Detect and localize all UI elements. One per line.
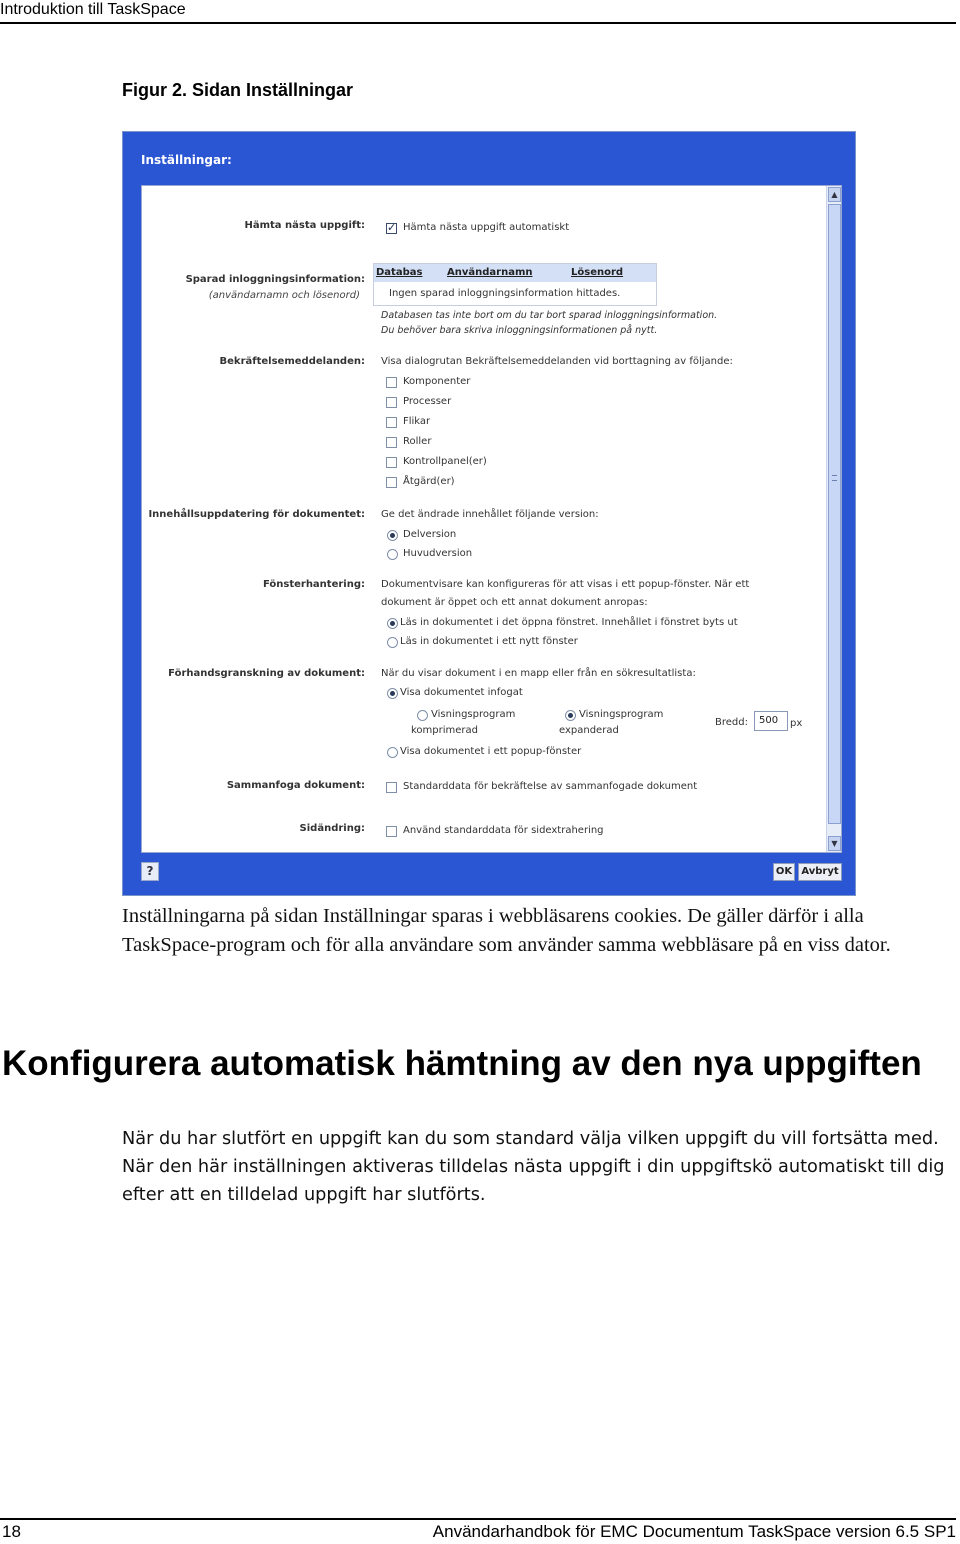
width-unit: px: [790, 718, 803, 729]
help-button[interactable]: ?: [141, 862, 159, 881]
column-header-username[interactable]: Användarnamn: [447, 267, 533, 278]
settings-title: Inställningar:: [141, 153, 232, 167]
width-input[interactable]: 500: [754, 711, 788, 731]
confirm-components-label: Komponenter: [403, 376, 471, 387]
cancel-button[interactable]: Avbryt: [798, 863, 842, 881]
page-change-checkbox[interactable]: [386, 826, 397, 837]
ok-button[interactable]: OK: [773, 863, 795, 881]
scroll-up-icon[interactable]: ▲: [828, 187, 841, 202]
settings-screenshot: [122, 131, 856, 896]
scroll-grip-icon: [832, 475, 837, 481]
same-window-label: Läs in dokumentet i det öppna fönstret. Innehållet i fönstret byts ut: [400, 617, 738, 628]
page-change-checkbox-label: Använd standarddata för sidextrahering: [403, 825, 604, 836]
saved-login-empty-text: Ingen sparad inloggningsinformation hittades.: [389, 288, 621, 299]
new-window-label: Läs in dokumentet i ett nytt fönster: [400, 636, 578, 647]
viewer-expanded-line1: Visningsprogram: [579, 709, 664, 720]
merge-label: Sammanfoga dokument:: [226, 780, 365, 791]
confirm-dashboards-checkbox[interactable]: [386, 457, 397, 468]
saved-login-sublabel: (användarnamn och lösenord): [208, 290, 360, 301]
popup-preview-label: Visa dokumentet i ett popup-fönster: [400, 746, 582, 757]
minor-version-label: Delversion: [403, 529, 457, 540]
confirm-actions-checkbox[interactable]: [386, 477, 397, 488]
next-task-checkbox-label: Hämta nästa uppgift automatiskt: [403, 222, 570, 233]
confirm-processes-label: Processer: [403, 396, 452, 407]
confirm-roles-checkbox[interactable]: [386, 437, 397, 448]
width-label: Bredd:: [715, 717, 748, 728]
merge-checkbox[interactable]: [386, 782, 397, 793]
saved-login-label: Sparad inloggningsinformation:: [185, 274, 365, 285]
confirm-actions-label: Åtgärd(er): [403, 476, 455, 487]
confirm-tabs-label: Flikar: [403, 416, 431, 427]
saved-login-note-2: Du behöver bara skriva inloggningsinformationen på nytt.: [381, 325, 658, 336]
column-header-database[interactable]: Databas: [376, 267, 423, 278]
footer-rule: [0, 1518, 956, 1520]
minor-version-radio[interactable]: [387, 530, 398, 541]
confirm-processes-checkbox[interactable]: [386, 397, 397, 408]
new-window-radio[interactable]: [387, 637, 398, 648]
confirm-roles-label: Roller: [403, 436, 432, 447]
page-change-label: Sidändring:: [299, 823, 365, 834]
footer-book-title: Användarhandbok för EMC Documentum TaskSpace version 6.5 SP1: [432, 1522, 956, 1541]
intro-paragraph: Inställningarna på sidan Inställningar sparas i webbläsarens cookies. De gäller därför i alla TaskSpace-program och för alla användare som använder samma webbläsare på en viss dator.: [122, 905, 891, 956]
confirm-components-checkbox[interactable]: [386, 377, 397, 388]
saved-login-table: [373, 263, 657, 306]
section-paragraph: När du har slutfört en uppgift kan du som standard välja vilken uppgift du vill fortsätta med. När den här inställningen aktiveras tilldelas nästa uppgift i din uppgiftskö automatiskt till dig efter att en tilldelad uppgift har slutförts.: [122, 1129, 945, 1205]
preview-intro: När du visar dokument i en mapp eller från en sökresultatlista:: [381, 668, 696, 679]
section-heading: Konfigurera automatisk hämtning av den nya uppgiften: [2, 1044, 922, 1083]
next-task-label: Hämta nästa uppgift:: [244, 220, 365, 231]
confirm-dashboards-label: Kontrollpanel(er): [403, 456, 487, 467]
scroll-thumb[interactable]: [828, 204, 841, 824]
content-update-label: Innehållsuppdatering för dokumentet:: [148, 509, 365, 520]
confirm-messages-intro: Visa dialogrutan Bekräftelsemeddelanden vid borttagning av följande:: [381, 356, 733, 367]
scroll-down-icon[interactable]: ▼: [828, 836, 841, 851]
window-handling-label: Fönsterhantering:: [262, 579, 365, 590]
merge-checkbox-label: Standarddata för bekräftelse av sammanfogade dokument: [403, 781, 698, 792]
popup-preview-radio[interactable]: [387, 747, 398, 758]
preview-label: Förhandsgranskning av dokument:: [168, 668, 365, 679]
viewer-compressed-line2: komprimerad: [411, 725, 479, 736]
window-handling-intro-2: dokument är öppet och ett annat dokument anropas:: [381, 597, 648, 608]
viewer-compressed-radio[interactable]: [417, 710, 428, 721]
inline-preview-radio[interactable]: [387, 688, 398, 699]
vertical-scrollbar[interactable]: [826, 186, 841, 852]
confirm-messages-label: Bekräftelsemeddelanden:: [219, 356, 365, 367]
major-version-label: Huvudversion: [403, 548, 473, 559]
viewer-expanded-line2: expanderad: [559, 725, 619, 736]
next-task-checkbox[interactable]: [386, 223, 397, 234]
saved-login-note-1: Databasen tas inte bort om du tar bort sparad inloggningsinformation.: [381, 310, 718, 321]
same-window-radio[interactable]: [387, 618, 398, 629]
column-header-password[interactable]: Lösenord: [571, 267, 624, 278]
figure-caption: Figur 2. Sidan Inställningar: [122, 80, 354, 100]
window-handling-intro-1: Dokumentvisare kan konfigureras för att visas i ett popup-fönster. När ett: [381, 579, 750, 590]
viewer-compressed-line1: Visningsprogram: [431, 709, 516, 720]
content-update-intro: Ge det ändrade innehållet följande version:: [381, 509, 599, 520]
settings-panel: [141, 185, 842, 853]
inline-preview-label: Visa dokumentet infogat: [400, 687, 523, 698]
saved-login-table-header: [374, 264, 656, 282]
major-version-radio[interactable]: [387, 549, 398, 560]
page-number: 18: [2, 1522, 21, 1541]
viewer-expanded-radio[interactable]: [565, 710, 576, 721]
running-head: Introduktion till TaskSpace: [0, 0, 956, 24]
confirm-tabs-checkbox[interactable]: [386, 417, 397, 428]
